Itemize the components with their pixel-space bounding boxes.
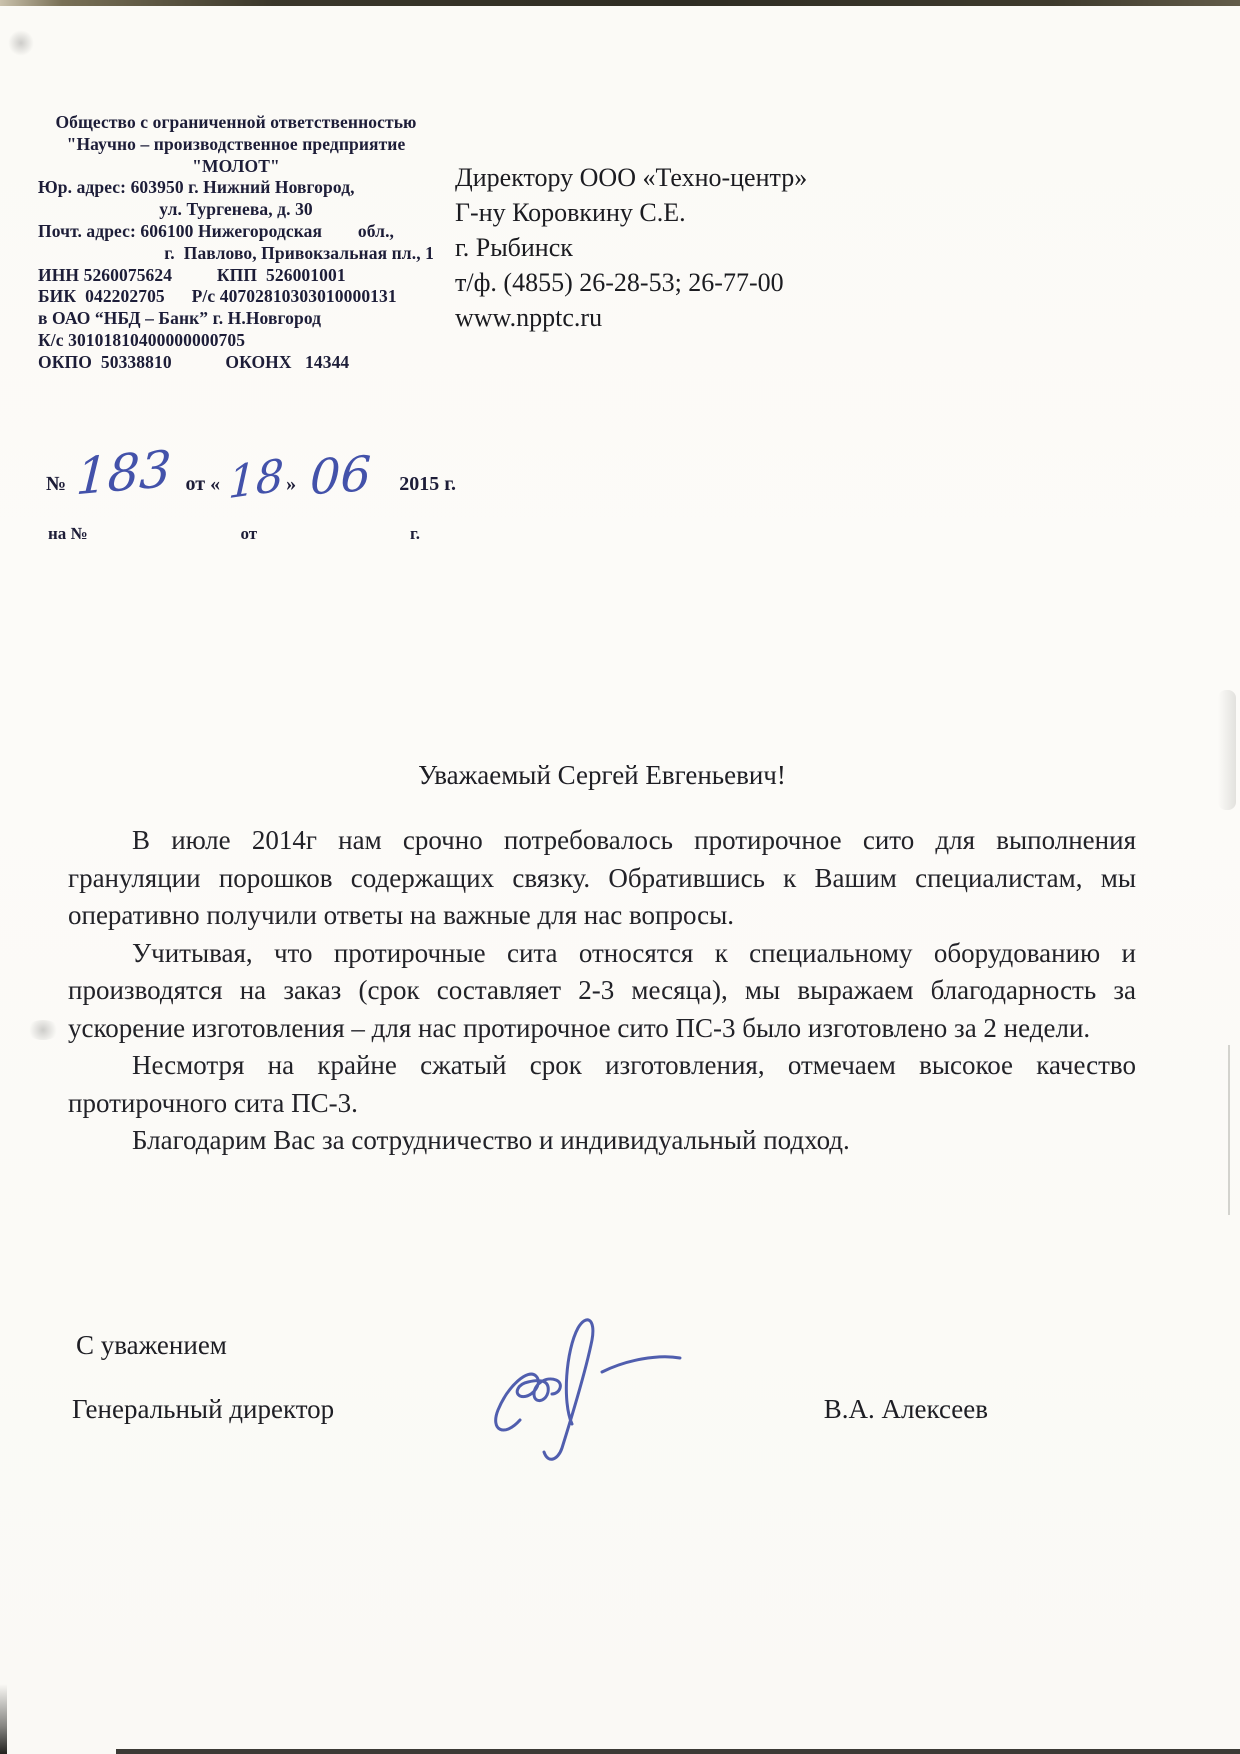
signer-title: Генеральный директор <box>72 1394 335 1424</box>
handwritten-month: 06 <box>309 445 373 507</box>
scan-edge-bottom <box>116 1749 1240 1754</box>
okpo-okonh: ОКПО 50338810 ОКОНХ 14344 <box>38 351 350 372</box>
quote-close: » <box>286 473 297 495</box>
scan-smudge <box>26 1020 60 1040</box>
legal-address-line2: ул. Тургенева, д. 30 <box>159 199 313 220</box>
recipient-block <box>455 160 935 335</box>
paragraph-2: Учитывая, что протирочные сита относятся к специальному оборудованию и производятся на заказ (срок составляет 2-3 месяца), мы выражаем благодарность за ускорение изготовления – для нас протирочное сито ПС-3 было изготовлено за 2 недели. <box>68 937 1136 1043</box>
handwritten-day: 18 <box>227 449 285 510</box>
scan-smudge <box>1218 690 1236 810</box>
recipient-city: г. Рыбинск <box>455 233 573 262</box>
handwritten-signature <box>468 1292 718 1478</box>
recipient-website: www.npptc.ru <box>455 303 603 332</box>
reply-year-label: г. <box>409 524 420 543</box>
bik-account: БИК 042202705 Р/с 40702810303010000131 <box>38 286 397 307</box>
org-type: Общество с ограниченной ответственностью <box>55 112 417 132</box>
sender-letterhead <box>38 112 434 374</box>
postal-address-line2: г. Павлово, Привокзальная пл., 1 <box>164 242 434 263</box>
number-label: № <box>46 473 67 495</box>
paragraph-3: Несмотря на крайне сжатый срок изготовления, отмечаем высокое качество протирочного сита ПС-3. <box>68 1050 1136 1118</box>
year-label: 2015 г. <box>399 473 457 495</box>
handwritten-letter-number: 183 <box>74 439 173 507</box>
bank-name: в ОАО “НБД – Банк” г. Н.Новгород <box>38 308 322 329</box>
postal-address-line1: Почт. адрес: 606100 Нижегородская обл., <box>38 220 395 241</box>
org-name-line1: "Научно – производственное предприятие <box>66 133 406 154</box>
scan-edge-top <box>0 0 1240 6</box>
signer-name: В.А. Алексеев <box>823 1394 988 1424</box>
letter-body <box>68 822 1136 1160</box>
closing-regards: С уважением <box>76 1330 227 1360</box>
incoming-reference-line <box>48 524 420 544</box>
org-name-line2: "МОЛОТ" <box>192 155 280 176</box>
salutation: Уважаемый Сергей Евгеньевич! <box>418 760 786 790</box>
reply-number-label: на № <box>48 524 88 543</box>
outgoing-reference-line <box>46 439 457 518</box>
paragraph-4: Благодарим Вас за сотрудничество и индивидуальный подход. <box>132 1125 850 1155</box>
legal-address-line1: Юр. адрес: 603950 г. Нижний Новгород, <box>38 177 355 198</box>
paragraph-1: В июле 2014г нам срочно потребовалось протирочное сито для выполнения грануляции порошков содержащих связку. Обратившись к Вашим специалистам, мы оперативно получили ответы на важные для нас вопросы. <box>68 825 1136 930</box>
reply-from-label: от <box>240 524 258 543</box>
recipient-phone: т/ф. (4855) 26-28-53; 26-77-00 <box>455 268 784 297</box>
recipient-name: Г-ну Коровкину С.Е. <box>455 198 686 227</box>
scan-artifact-line <box>1228 1045 1230 1215</box>
recipient-position: Директору ООО «Техно-центр» <box>455 163 808 192</box>
date-from-label: от « <box>185 473 221 495</box>
corr-account: К/с 30101810400000000705 <box>38 329 246 350</box>
inn-kpp: ИНН 5260075624 КПП 526001001 <box>38 264 346 285</box>
scan-smudge <box>8 30 34 56</box>
scan-edge-left <box>0 1684 7 1754</box>
